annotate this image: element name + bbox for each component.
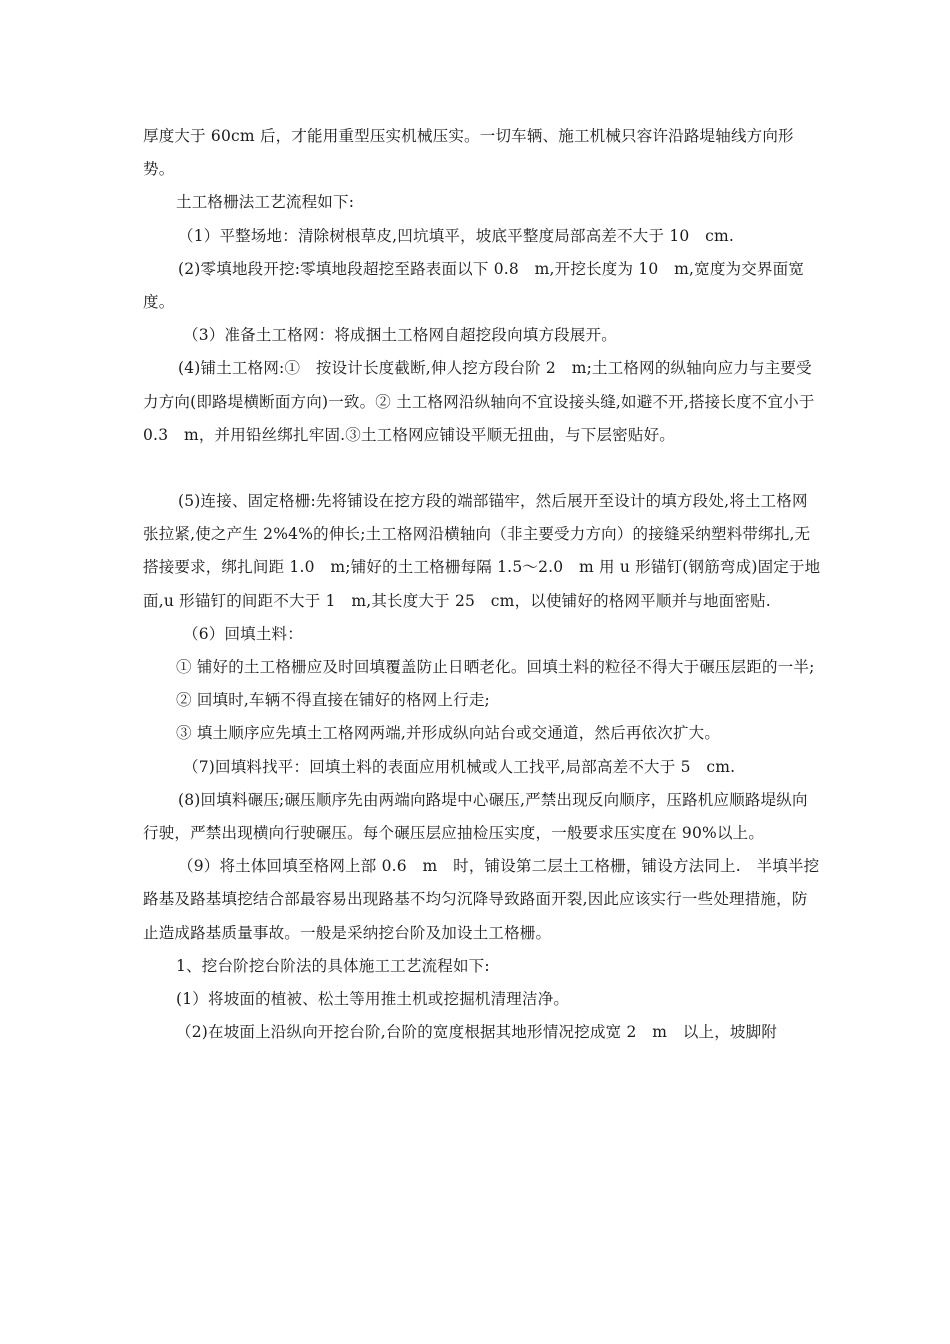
paragraph-item-1: ① 铺好的土工格栅应及时回填覆盖防止日晒老化。回填土料的粒径不得大于碾压层距的一半;: [176, 658, 815, 677]
paragraph-step-9: （9）将土体回填至格网上部 0.6 m 时，铺设第二层土工格栅，铺设方法同上. 半填半挖路基及路基填挖结合部最容易出现路基不均匀沉降导致路面开裂,因此应该实行一些处理措施，防止造成路基质量事故。一般是采纳挖台阶及加设土工格栅。: [143, 857, 820, 942]
paragraph-step-2: (2)零填地段开挖:零填地段超挖至路表面以下 0.8 m,开挖长度为 10 m,宽度为交界面宽度。: [143, 259, 805, 312]
paragraph-step-7: （7)回填料找平：回填土料的表面应用机械或人工找平,局部高差不大于 5 cm.: [183, 757, 736, 776]
paragraph-item-2: ② 回填时,车辆不得直接在铺好的格网上行走;: [176, 691, 490, 710]
paragraph-step-1: （1）平整场地：清除树根草皮,凹坑填平，坡底平整度局部高差不大于 10 cm.: [178, 226, 735, 245]
paragraph-step-3: （3）准备土工格网：将成捆土工格网自超挖段向填方段展开。: [183, 326, 617, 345]
paragraph-item-3: ③ 填土顺序应先填土工格网两端,并形成纵向站台或交通道，然后再依次扩大。: [176, 724, 721, 743]
paragraph-continuation: 厚度大于 60cm 后，才能用重型压实机械压实。一切车辆、施工机械只容许沿路堤轴线方向形势。: [143, 127, 794, 179]
paragraph-step-4: (4)铺土工格网:① 按设计长度截断,伸人挖方段台阶 2 m;土工格网的纵轴向应力与主要受力方向(即路堤横断面方向)一致。② 土工格网沿纵轴向不宜设接头缝,如避不开,搭接长度不宜小于 0.3 m，并用铅丝绑扎牢固.③土工格网应铺设平顺无扭曲，与下层密贴好。: [143, 359, 815, 444]
paragraph-step-5: (5)连接、固定格栅:先将铺设在挖方段的端部锚牢，然后展开至设计的填方段处,将土工格网张拉紧,使之产生 2%4%的伸长;土工格网沿横轴向（非主要受力方向）的接缝采纳塑料带绑扎,无搭接要求，绑扎间距 1.0 m;铺好的土工格栅每隔 1.5～2.0 m 用 u 形锚钉(钢筋弯成)固定于地面,u 形锚钉的间距不大于 1 m,其长度大于 25 cm，以使铺好的格网平顺并与地面密贴.: [143, 492, 821, 610]
paragraph-bench-step-1: (1）将坡面的植被、松土等用推土机或挖掘机清理洁净。: [176, 990, 570, 1009]
paragraph-step-8: (8)回填料碾压;碾压顺序先由两端向路堤中心碾压,严禁出现反向顺序，压路机应顺路堤纵向行驶，严禁出现横向行驶碾压。每个碾压层应抽检压实度，一般要求压实度在 90%以上。: [143, 790, 808, 843]
paragraph-geogrid-intro: 土工格栅法工艺流程如下:: [176, 193, 355, 212]
paragraph-step-6: （6）回填土料：: [183, 624, 303, 643]
paragraph-bench-intro: 1、挖台阶挖台阶法的具体施工工艺流程如下:: [176, 956, 490, 975]
paragraph-bench-step-2: （2)在坡面上沿纵向开挖台阶,台阶的宽度根据其地形情况挖成宽 2 m 以上，坡脚附: [176, 1023, 778, 1042]
body-text: [143, 120, 823, 1049]
paragraph-gap: [143, 452, 823, 485]
